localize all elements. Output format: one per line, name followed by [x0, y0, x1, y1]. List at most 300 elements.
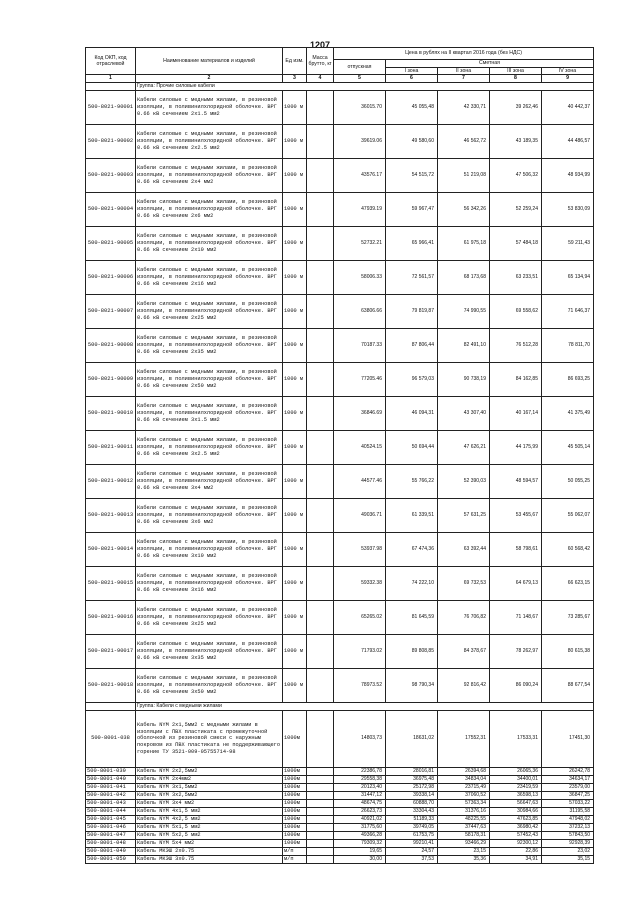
price-zone3: 63 233,51 — [490, 260, 542, 294]
price-zone4: 41 375,49 — [542, 396, 594, 430]
price-zone4: 17451,30 — [542, 710, 594, 767]
item-name: Кабель NYM 3х1,5мм2 — [136, 783, 283, 791]
price-release: 26623,73 — [334, 807, 386, 815]
price-zone2: 23,15 — [438, 847, 490, 855]
item-name: Кабели силовые с медными жилами, в резиновой изоляции, в поливинилхлоридной оболочке. ВРГ 0.66 кВ сечением 3х2.5 мм2 — [136, 430, 283, 464]
item-code: 500-8001-043 — [86, 799, 136, 807]
item-unit: 1000 м — [283, 226, 307, 260]
price-zone1: 18631,02 — [386, 710, 438, 767]
price-zone2: 43 307,40 — [438, 396, 490, 430]
item-mass — [307, 634, 334, 668]
table-row — [86, 855, 594, 863]
col-num: 5 — [334, 75, 386, 83]
price-zone2: 51 219,08 — [438, 158, 490, 192]
price-zone4: 34634,17 — [542, 775, 594, 783]
item-unit: 1000м — [283, 823, 307, 831]
item-code: 500-8001-045 — [86, 815, 136, 823]
price-zone2: 56 342,26 — [438, 192, 490, 226]
price-zone3: 17533,31 — [490, 710, 542, 767]
item-code: 500-8001-038 — [86, 710, 136, 767]
item-name: Кабель NYM 2х2,5мм2 — [136, 767, 283, 775]
item-mass — [307, 710, 334, 767]
price-zone4: 66 623,15 — [542, 566, 594, 600]
item-mass — [307, 791, 334, 799]
page-number: 1207 — [309, 40, 331, 50]
item-mass — [307, 90, 334, 124]
price-release: 70187.33 — [334, 328, 386, 362]
price-zone3: 26065,36 — [490, 767, 542, 775]
price-zone4: 73 285,67 — [542, 600, 594, 634]
item-code: 500-8021-90013 — [86, 498, 136, 532]
item-code: 500-8021-90014 — [86, 532, 136, 566]
price-release: 29558,38 — [334, 775, 386, 783]
item-mass — [307, 775, 334, 783]
header-row-top — [86, 48, 594, 60]
group-row — [86, 702, 594, 710]
price-zone4: 57033,22 — [542, 799, 594, 807]
item-code: 500-8001-048 — [86, 839, 136, 847]
item-unit: 1000 м — [283, 532, 307, 566]
price-zone1: 28016,81 — [386, 767, 438, 775]
price-zone1: 39749,05 — [386, 823, 438, 831]
price-zone3: 43 189,35 — [490, 124, 542, 158]
table-row — [86, 668, 594, 702]
table-row — [86, 783, 594, 791]
item-code: 500-8021-90016 — [86, 600, 136, 634]
price-table — [85, 47, 594, 864]
item-name: Кабель NYM 3х2,5мм2 — [136, 791, 283, 799]
price-release: 14803,73 — [334, 710, 386, 767]
col-num: 2 — [136, 75, 283, 83]
item-mass — [307, 831, 334, 839]
price-release: 40921,02 — [334, 815, 386, 823]
item-mass — [307, 855, 334, 863]
price-zone4: 57843,50 — [542, 831, 594, 839]
price-zone2: 74 990,55 — [438, 294, 490, 328]
price-zone1: 67 474,36 — [386, 532, 438, 566]
price-zone4: 36847,25 — [542, 791, 594, 799]
table-row — [86, 498, 594, 532]
price-zone1: 55 766,22 — [386, 464, 438, 498]
price-release: 79309,32 — [334, 839, 386, 847]
price-zone2: 90 738,19 — [438, 362, 490, 396]
item-name: Кабель NYM 3х4 мм2 — [136, 799, 283, 807]
price-zone3: 23419,59 — [490, 783, 542, 791]
header-name: Наименование материалов и изделий — [136, 48, 283, 75]
price-zone3: 84 162,85 — [490, 362, 542, 396]
item-unit: 1000м — [283, 767, 307, 775]
item-code: 500-8021-90009 — [86, 362, 136, 396]
price-zone3: 56647,63 — [490, 799, 542, 807]
price-zone3: 40 167,14 — [490, 396, 542, 430]
price-zone4: 40 442,37 — [542, 90, 594, 124]
item-code: 500-8021-90004 — [86, 192, 136, 226]
price-release: 31447,12 — [334, 791, 386, 799]
header-zone4: IV зона — [542, 67, 594, 75]
table-row — [86, 566, 594, 600]
price-zone4: 23579,00 — [542, 783, 594, 791]
price-zone4: 86 693,25 — [542, 362, 594, 396]
price-zone2: 84 378,67 — [438, 634, 490, 668]
price-zone4: 23,02 — [542, 847, 594, 855]
price-zone1: 65 966,41 — [386, 226, 438, 260]
table-row — [86, 600, 594, 634]
table-row — [86, 124, 594, 158]
item-code: 500-8001-050 — [86, 855, 136, 863]
item-mass — [307, 566, 334, 600]
table-row — [86, 532, 594, 566]
price-release: 52732.21 — [334, 226, 386, 260]
price-release: 59332.38 — [334, 566, 386, 600]
price-zone3: 47623,85 — [490, 815, 542, 823]
price-zone1: 79 819,87 — [386, 294, 438, 328]
item-mass — [307, 260, 334, 294]
item-name: Кабель NYM 2х1,5мм2 с медными жилами в изоляции с ПВХ пластиката с промежуточной оболочкой из резиновой смеси с наружным покровом из ПВХ пластиката не поддерживающего горение ТУ 3521-009-05755714-98 — [136, 710, 283, 767]
item-unit: 1000м — [283, 807, 307, 815]
item-name: Кабели силовые с медными жилами, в резиновой изоляции, в поливинилхлоридной оболочке. ВРГ 0.66 кВ сечением 2х35 мм2 — [136, 328, 283, 362]
price-zone4: 47948,02 — [542, 815, 594, 823]
item-code: 500-8021-90006 — [86, 260, 136, 294]
col-num: 6 — [386, 75, 438, 83]
price-zone3: 71 148,67 — [490, 600, 542, 634]
price-zone3: 30984,66 — [490, 807, 542, 815]
price-zone3: 69 558,62 — [490, 294, 542, 328]
item-name: Кабели силовые с медными жилами, в резиновой изоляции, в поливинилхлоридной оболочке. ВРГ 0.66 кВ сечением 2х6 мм2 — [136, 192, 283, 226]
price-zone4: 53 830,09 — [542, 192, 594, 226]
group-row — [86, 82, 594, 90]
item-unit: 1000 м — [283, 600, 307, 634]
table-row — [86, 396, 594, 430]
item-name: Кабели силовые с медными жилами, в резиновой изоляции, в поливинилхлоридной оболочке. ВРГ 0.66 кВ сечением 3х1.5 мм2 — [136, 396, 283, 430]
header-mass: Масса брутто, кг — [307, 48, 334, 75]
price-zone1: 89 808,85 — [386, 634, 438, 668]
price-release: 63806.66 — [334, 294, 386, 328]
price-release: 39619.06 — [334, 124, 386, 158]
col-num: 9 — [542, 75, 594, 83]
item-unit: 1000м — [283, 831, 307, 839]
group-title: Группа: Кабели с медными жилами — [136, 702, 594, 710]
item-unit: 1000 м — [283, 498, 307, 532]
price-zone3: 53 455,67 — [490, 498, 542, 532]
item-name: Кабели силовые с медными жилами, в резиновой изоляции, в поливинилхлоридной оболочке. ВРГ 0.66 кВ сечением 2х1.5 мм2 — [136, 90, 283, 124]
header-unit: Ед изм. — [283, 48, 307, 75]
price-release: 40524.15 — [334, 430, 386, 464]
price-zone2: 82 491,10 — [438, 328, 490, 362]
item-code: 500-8001-039 — [86, 767, 136, 775]
price-zone4: 37232,13 — [542, 823, 594, 831]
item-code: 500-8021-90003 — [86, 158, 136, 192]
item-code: 500-8021-90008 — [86, 328, 136, 362]
item-name: Кабели силовые с медными жилами, в резиновой изоляции, в поливинилхлоридной оболочке. ВРГ 0.66 кВ сечением 3х10 мм2 — [136, 532, 283, 566]
item-unit: 1000 м — [283, 566, 307, 600]
price-zone1: 72 561,57 — [386, 260, 438, 294]
item-unit: 1000м — [283, 783, 307, 791]
price-zone4: 50 055,25 — [542, 464, 594, 498]
item-unit: 1000 м — [283, 668, 307, 702]
price-zone1: 87 806,44 — [386, 328, 438, 362]
table-row — [86, 464, 594, 498]
item-mass — [307, 158, 334, 192]
item-mass — [307, 823, 334, 831]
price-zone2: 23715,49 — [438, 783, 490, 791]
item-name: Кабели силовые с медными жилами, в резиновой изоляции, в поливинилхлоридной оболочке. ВРГ 0.66 кВ сечением 2х2.5 мм2 — [136, 124, 283, 158]
price-zone4: 45 505,14 — [542, 430, 594, 464]
price-release: 53937.98 — [334, 532, 386, 566]
item-name: Кабели силовые с медными жилами, в резиновой изоляции, в поливинилхлоридной оболочке. ВРГ 0.66 кВ сечением 2х4 мм2 — [136, 158, 283, 192]
item-mass — [307, 767, 334, 775]
table-row — [86, 294, 594, 328]
price-zone1: 45 055,48 — [386, 90, 438, 124]
price-zone2: 42 330,71 — [438, 90, 490, 124]
price-zone2: 17552,31 — [438, 710, 490, 767]
item-unit: 1000 м — [283, 396, 307, 430]
price-zone4: 35,15 — [542, 855, 594, 863]
price-zone3: 86 090,24 — [490, 668, 542, 702]
price-release: 19,65 — [334, 847, 386, 855]
item-code: 500-8001-046 — [86, 823, 136, 831]
col-num: 3 — [283, 75, 307, 83]
header-zone1: I зона — [386, 67, 438, 75]
price-zone3: 34,91 — [490, 855, 542, 863]
item-unit: 1000м — [283, 775, 307, 783]
price-zone2: 58178,31 — [438, 831, 490, 839]
table-row — [86, 767, 594, 775]
item-name: Кабель NYM 4х2,5 мм2 — [136, 815, 283, 823]
price-zone3: 52 259,24 — [490, 192, 542, 226]
price-zone3: 57 484,18 — [490, 226, 542, 260]
item-mass — [307, 226, 334, 260]
item-mass — [307, 124, 334, 158]
price-zone3: 64 679,13 — [490, 566, 542, 600]
price-release: 36846.69 — [334, 396, 386, 430]
price-zone3: 44 175,99 — [490, 430, 542, 464]
price-zone3: 57452,43 — [490, 831, 542, 839]
col-num: 1 — [86, 75, 136, 83]
table-row — [86, 799, 594, 807]
price-zone4: 88 677,54 — [542, 668, 594, 702]
item-unit: м/п — [283, 855, 307, 863]
price-release: 65265.02 — [334, 600, 386, 634]
price-zone1: 37,53 — [386, 855, 438, 863]
price-zone1: 33304,43 — [386, 807, 438, 815]
item-code: 500-8001-047 — [86, 831, 136, 839]
price-zone3: 58 798,61 — [490, 532, 542, 566]
item-unit: 1000 м — [283, 260, 307, 294]
price-zone2: 76 706,82 — [438, 600, 490, 634]
table-row — [86, 328, 594, 362]
item-name: Кабели силовые с медными жилами, в резиновой изоляции, в поливинилхлоридной оболочке. ВРГ 0.66 кВ сечением 3х50 мм2 — [136, 668, 283, 702]
item-code: 500-8001-042 — [86, 791, 136, 799]
item-name: Кабели силовые с медными жилами, в резиновой изоляции, в поливинилхлоридной оболочке. ВРГ 0.66 кВ сечением 3х6 мм2 — [136, 498, 283, 532]
item-name: Кабели силовые с медными жилами, в резиновой изоляции, в поливинилхлоридной оболочке. ВРГ 0.66 кВ сечением 3х35 мм2 — [136, 634, 283, 668]
price-zone4: 59 211,43 — [542, 226, 594, 260]
price-zone2: 34834,04 — [438, 775, 490, 783]
table-row — [86, 815, 594, 823]
header-price-title: Цена в рублях на II квартал 2016 года (без НДС) — [334, 48, 594, 60]
item-mass — [307, 807, 334, 815]
item-name: Кабель NYM 5х4 мм2 — [136, 839, 283, 847]
price-release: 31775,60 — [334, 823, 386, 831]
item-mass — [307, 532, 334, 566]
item-unit: 1000 м — [283, 362, 307, 396]
price-zone2: 63 392,44 — [438, 532, 490, 566]
price-zone2: 52 390,03 — [438, 464, 490, 498]
header-zone3: III зона — [490, 67, 542, 75]
item-code: 500-8021-90005 — [86, 226, 136, 260]
price-zone4: 26242,78 — [542, 767, 594, 775]
item-name: Кабели силовые с медными жилами, в резиновой изоляции, в поливинилхлоридной оболочке. ВРГ 0.66 кВ сечением 3х4 мм2 — [136, 464, 283, 498]
table-row — [86, 260, 594, 294]
item-unit: 1000 м — [283, 430, 307, 464]
price-zone2: 61 975,18 — [438, 226, 490, 260]
item-code: 500-8021-90017 — [86, 634, 136, 668]
col-num: 7 — [438, 75, 490, 83]
price-zone2: 69 732,53 — [438, 566, 490, 600]
table-row — [86, 710, 594, 767]
item-unit: 1000 м — [283, 328, 307, 362]
item-name: Кабель NYM 2х4мм2 — [136, 775, 283, 783]
item-mass — [307, 430, 334, 464]
price-release: 47939.19 — [334, 192, 386, 226]
price-zone4: 31195,58 — [542, 807, 594, 815]
price-release: 30,00 — [334, 855, 386, 863]
price-zone3: 47 506,32 — [490, 158, 542, 192]
table-row — [86, 839, 594, 847]
item-code: 500-8021-90012 — [86, 464, 136, 498]
item-mass — [307, 839, 334, 847]
price-zone1: 49 580,60 — [386, 124, 438, 158]
price-zone3: 39 262,46 — [490, 90, 542, 124]
table-row — [86, 634, 594, 668]
table-row — [86, 226, 594, 260]
item-name: Кабели силовые с медными жилами, в резиновой изоляции, в поливинилхлоридной оболочке. ВРГ 0.66 кВ сечением 3х16 мм2 — [136, 566, 283, 600]
price-release: 78973.52 — [334, 668, 386, 702]
price-zone4: 55 062,07 — [542, 498, 594, 532]
table-row — [86, 823, 594, 831]
item-name: Кабели силовые с медными жилами, в резиновой изоляции, в поливинилхлоридной оболочке. ВРГ 0.66 кВ сечением 2х50 мм2 — [136, 362, 283, 396]
price-zone2: 37447,63 — [438, 823, 490, 831]
item-mass — [307, 498, 334, 532]
price-zone2: 46 562,72 — [438, 124, 490, 158]
table-row — [86, 847, 594, 855]
item-name: Кабель NYM 5х2,5 мм2 — [136, 831, 283, 839]
price-release: 43576.17 — [334, 158, 386, 192]
price-zone2: 37060,52 — [438, 791, 490, 799]
price-zone4: 78 811,70 — [542, 328, 594, 362]
price-zone4: 48 934,99 — [542, 158, 594, 192]
header-code: Код ОКП, код отраслевой — [86, 48, 136, 75]
header-release: отпускная — [334, 60, 386, 75]
price-release: 49036.71 — [334, 498, 386, 532]
price-zone2: 92 816,42 — [438, 668, 490, 702]
item-mass — [307, 464, 334, 498]
item-code: 500-8021-90002 — [86, 124, 136, 158]
item-unit: 1000м — [283, 815, 307, 823]
item-mass — [307, 328, 334, 362]
table-row — [86, 775, 594, 783]
price-zone2: 31376,16 — [438, 807, 490, 815]
price-zone3: 36980,42 — [490, 823, 542, 831]
item-unit: 1000м — [283, 710, 307, 767]
item-name: Кабель МКЭШ 3х0.75 — [136, 855, 283, 863]
price-zone2: 57 631,25 — [438, 498, 490, 532]
item-code: 500-8021-90011 — [86, 430, 136, 464]
header-estimate: Сметная — [386, 60, 594, 68]
col-num: 4 — [307, 75, 334, 83]
price-zone3: 22,86 — [490, 847, 542, 855]
price-release: 71793.02 — [334, 634, 386, 668]
price-release: 49366,28 — [334, 831, 386, 839]
price-zone3: 78 262,97 — [490, 634, 542, 668]
item-code: 500-8001-044 — [86, 807, 136, 815]
price-zone2: 35,36 — [438, 855, 490, 863]
item-name: Кабель МКЭШ 2х0.75 — [136, 847, 283, 855]
price-release: 48674,75 — [334, 799, 386, 807]
item-unit: 1000 м — [283, 294, 307, 328]
price-zone1: 59 967,47 — [386, 192, 438, 226]
price-zone3: 76 512,28 — [490, 328, 542, 362]
item-unit: 1000 м — [283, 634, 307, 668]
item-mass — [307, 396, 334, 430]
price-zone4: 80 615,38 — [542, 634, 594, 668]
item-mass — [307, 783, 334, 791]
price-release: 36015.70 — [334, 90, 386, 124]
price-zone2: 57363,34 — [438, 799, 490, 807]
item-unit: 1000 м — [283, 90, 307, 124]
item-unit: 1000 м — [283, 464, 307, 498]
item-code: 500-8021-90018 — [86, 668, 136, 702]
item-name: Кабели силовые с медными жилами, в резиновой изоляции, в поливинилхлоридной оболочке. ВРГ 0.66 кВ сечением 2х25 мм2 — [136, 294, 283, 328]
price-release: 44577.46 — [334, 464, 386, 498]
price-zone1: 54 515,72 — [386, 158, 438, 192]
item-unit: 1000 м — [283, 158, 307, 192]
item-code: 500-8021-90001 — [86, 90, 136, 124]
price-zone1: 60888,70 — [386, 799, 438, 807]
price-release: 77205.46 — [334, 362, 386, 396]
price-zone1: 24,57 — [386, 847, 438, 855]
price-zone3: 48 594,57 — [490, 464, 542, 498]
price-zone1: 61 339,51 — [386, 498, 438, 532]
price-zone2: 93466,29 — [438, 839, 490, 847]
price-zone1: 98 790,34 — [386, 668, 438, 702]
price-zone1: 46 094,31 — [386, 396, 438, 430]
table-row — [86, 90, 594, 124]
item-mass — [307, 668, 334, 702]
item-name: Кабели силовые с медными жилами, в резиновой изоляции, в поливинилхлоридной оболочке. ВРГ 0.66 кВ сечением 2х10 мм2 — [136, 226, 283, 260]
table-row — [86, 831, 594, 839]
price-zone3: 92300,12 — [490, 839, 542, 847]
price-zone4: 60 568,42 — [542, 532, 594, 566]
price-zone2: 48225,55 — [438, 815, 490, 823]
price-release: 58006.33 — [334, 260, 386, 294]
item-mass — [307, 192, 334, 226]
item-mass — [307, 815, 334, 823]
item-name: Кабели силовые с медными жилами, в резиновой изоляции, в поливинилхлоридной оболочке. ВРГ 0.66 кВ сечением 2х16 мм2 — [136, 260, 283, 294]
price-zone4: 65 134,94 — [542, 260, 594, 294]
table-row — [86, 430, 594, 464]
group-title: Группа: Прочие силовые кабели — [136, 82, 594, 90]
price-zone1: 39338,14 — [386, 791, 438, 799]
item-code: 500-8001-040 — [86, 775, 136, 783]
item-code: 500-8001-049 — [86, 847, 136, 855]
price-zone2: 68 173,68 — [438, 260, 490, 294]
col-num: 8 — [490, 75, 542, 83]
item-name: Кабель NYM 4х1,5 мм2 — [136, 807, 283, 815]
price-zone1: 51189,33 — [386, 815, 438, 823]
price-zone2: 47 626,21 — [438, 430, 490, 464]
price-zone1: 99210,41 — [386, 839, 438, 847]
item-unit: 1000м — [283, 799, 307, 807]
